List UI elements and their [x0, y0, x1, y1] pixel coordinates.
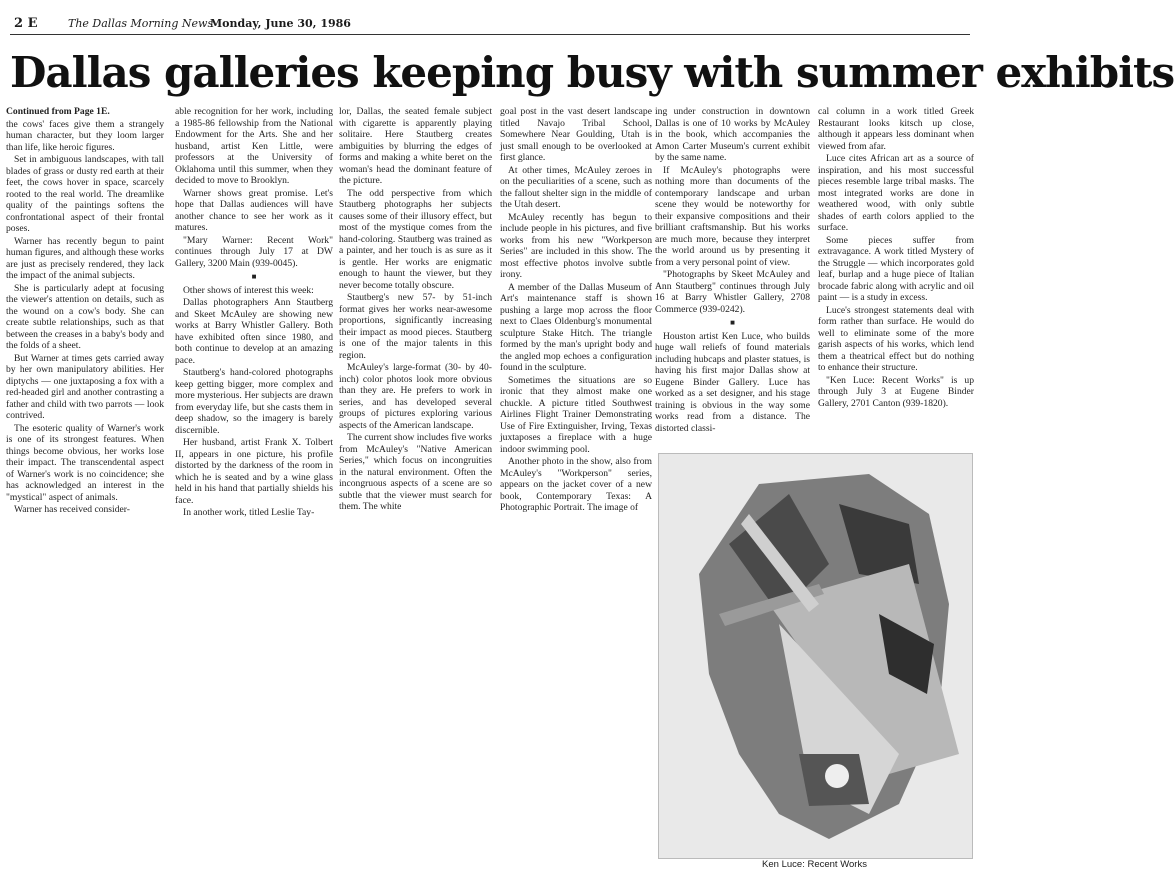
article-paragraph: Luce's strongest statements deal with form rather than surface. He would do well to eliminate some of the more garish aspects of his works, which lend them a theatrical effect but do nothing to enhance their structure.	[818, 304, 974, 373]
section-divider: ■	[251, 272, 257, 281]
article-paragraph: Stautberg's hand-colored photographs keep getting bigger, more complex and more mysterious. Her subjects are drawn from everyday life, but she casts them in deep shadow, so the imagery is barely discernible.	[175, 367, 333, 436]
photo-caption: Ken Luce: Recent Works	[762, 859, 867, 870]
article-paragraph: A member of the Dallas Museum of Art's maintenance staff is shown pushing a large mop across the floor next to Claes Oldenburg's monumental sculpture Stake Hitch. The triangle formed by the man's upright body and the angled mop echoes a configuration found in the sculpture.	[500, 281, 652, 373]
article-paragraph: ing under construction in downtown Dallas is one of 10 works by McAuley in the book, which accompanies the Amon Carter Museum's current exhibit by the same name.	[655, 106, 810, 163]
article-paragraph: "Photographs by Skeet McAuley and Ann Stautberg" continues through July 16 at Barry Whistler Gallery, 2708 Commerce (939-0242).	[655, 269, 810, 315]
article-paragraph: Some pieces suffer from extravagance. A work titled Mystery of the Struggle — which incorporates gold leaf, burlap and a huge piece of Italian brocade fabric along with acrylic and oil paint — is a study in excess.	[818, 234, 974, 303]
headline: Dallas galleries keeping busy with summer exhibits	[10, 48, 1174, 97]
article-paragraph: Another photo in the show, also from McAuley's "Workperson" series, appears on the jacket cover of a new book, Contemporary Texas: A Photographic Portrait. The image of	[500, 456, 652, 513]
article-paragraph: At other times, McAuley zeroes in on the peculiarities of a scene, such as the fallout shelter sign in the middle of the Utah desert.	[500, 164, 652, 210]
article-paragraph: In another work, titled Leslie Tay-	[183, 507, 315, 518]
article-paragraph: McAuley's large-format (30- by 40-inch) color photos look more obvious than they are. He prefers to work in series, and has developed several groups of pictures exploring various aspects of the American landscape.	[339, 362, 492, 431]
article-paragraph: But Warner at times gets carried away by her own manipulatory abilities. Her diptychs — one juxtaposing a fox with a red-headed girl and another contrasting a father and child with two parrots — look contrived.	[6, 352, 164, 421]
article-paragraph: Dallas photographers Ann Stautberg and Skeet McAuley are showing new works at Barry Whistler Gallery. Both have exhibited often since 1980, and both continue to develop at an amazing pace.	[175, 297, 333, 366]
article-column-5	[655, 106, 810, 434]
article-column-3	[339, 106, 492, 518]
article-paragraph: "Ken Luce: Recent Works" is up through July 3 at Eugene Binder Gallery, 2701 Canton (939-1820).	[818, 374, 974, 409]
article-column-2	[175, 106, 333, 518]
article-paragraph: "Mary Warner: Recent Work" continues through July 17 at DW Gallery, 3200 Main (939-0045).	[175, 234, 333, 269]
article-paragraph: The esoteric quality of Warner's work is one of its strongest features. When things become obvious, her works lose their impact. The transcendental aspect of Warner's work is no coincidence; she has acknowledged an interest in the "mystical" aspect of animals.	[6, 422, 164, 503]
article-paragraph: Houston artist Ken Luce, who builds huge wall reliefs of found materials including hubcaps and plaster statues, is having his first major Dallas show at Eugene Binder Gallery. Luce has worked as a set designer, and his stage training is obvious in the way some works read from a distance. The distorted classi-	[655, 330, 810, 434]
page-number: 2 E	[14, 16, 38, 31]
article-paragraph: Warner has received consider-	[14, 504, 130, 515]
article-paragraph: Stautberg's new 57- by 51-inch format gives her works near-awesome proportions, significantly increasing their impact as mood pieces. Stautberg is one of the major talents in this region.	[339, 292, 492, 361]
article-paragraph: Warner shows great promise. Let's hope that Dallas audiences will have another chance to see her work as it matures.	[175, 187, 333, 233]
masthead-name: The Dallas Morning News	[68, 17, 214, 30]
article-paragraph: lor, Dallas, the seated female subject with cigarette is apparently playing solitaire. Here Stautberg creates ambiguities by blurring the edges of forms and making a white beret on the woman's head the dominant feature of the picture.	[339, 106, 492, 186]
article-paragraph: Sometimes the situations are so ironic that they almost make one chuckle. A picture titled Southwest Airlines Flight Trainer Demonstrating Use of Fire Extinguisher, Irving, Texas juxtaposes a fireplace with a huge indoor swimming pool.	[500, 374, 652, 455]
article-paragraph: Set in ambiguous landscapes, with tall blades of grass or dusty red earth at their feet, the cows hover in space, scarcely rooted to the real world. The dreamlike quality of the paintings softens the confrontational aspect of their frontal poses.	[6, 154, 164, 234]
article-paragraph: McAuley recently has begun to include people in his pictures, and five works from his new "Workperson Series" are included in this show. The most effective photos involve subtle irony.	[500, 211, 652, 280]
article-paragraph: cal column in a work titled Greek Restaurant looks kitsch up close, although it appears less dominant when viewed from afar.	[818, 106, 974, 152]
article-paragraph: able recognition for her work, including a 1985-86 fellowship from the National Endowment for the Arts. She and her husband, artist Ken Little, were professors at the University of Oklahoma until this summer, when they decided to move to Brooklyn.	[175, 106, 333, 186]
article-paragraph: Other shows of interest this week:	[183, 284, 314, 296]
article-paragraph: If McAuley's photographs were nothing more than documents of the contemporary landscape and urban scene they would be noteworthy for their expansive compositions and their brilliant craftsmanship. But his works are much more, because they interpret the world around us by presenting it from a very personal point of view.	[655, 164, 810, 268]
issue-date: Monday, June 30, 1986	[210, 17, 351, 30]
article-paragraph: Her husband, artist Frank X. Tolbert II, appears in one picture, his profile distorted by the darkness of the room in which he is seated and by a wine glass held in his hand that partially shields his face.	[175, 437, 333, 506]
section-divider: ■	[730, 318, 735, 327]
artwork-photo	[658, 453, 973, 859]
article-paragraph: She is particularly adept at focusing the viewer's attention on details, such as the wound on a cow's body. She can create subtle relationships, such as that between the creases in a baby's body and the folds of a sheet.	[6, 282, 164, 351]
article-paragraph: The current show includes five works from McAuley's "Native American Series," which focus on incongruities in the natural environment. Often the incongruous aspects of a scene are so subtle that the viewer must search for them. The white	[339, 432, 492, 512]
article-paragraph: The odd perspective from which Stautberg photographs her subjects causes some of their illusory effect, but most of the mystique comes from the hand-coloring. Stautberg was trained as a painter, and her touch is as sure as it is gentle. Her works are enigmatic enough to haunt the viewer, but they never become totally obscure.	[339, 187, 492, 291]
article-paragraph: Luce cites African art as a source of inspiration, and his most successful pieces resemble large tribal masks. The most integrated works are done in weathered wood, with only subtle shades of earth colors applied to the surface.	[818, 153, 974, 233]
article-column-1	[6, 106, 164, 518]
article-paragraph: Continued from Page 1E.	[6, 106, 110, 117]
article-paragraph: goal post in the vast desert landscape titled Navajo Tribal School, Somewhere Near Goulding, Utah is just small enough to be overlooked at first glance.	[500, 106, 652, 163]
folio-rule	[10, 34, 970, 35]
article-paragraph: Warner has recently begun to paint human figures, and although these works are just as precisely rendered, they lack the impact of the animal subjects.	[6, 235, 164, 281]
article-paragraph: the cows' faces give them a strangely human character, but they loom larger than life, like heroic figures.	[6, 118, 164, 153]
article-column-4	[500, 106, 652, 518]
page-folio	[10, 14, 970, 36]
article-column-6	[818, 106, 974, 409]
